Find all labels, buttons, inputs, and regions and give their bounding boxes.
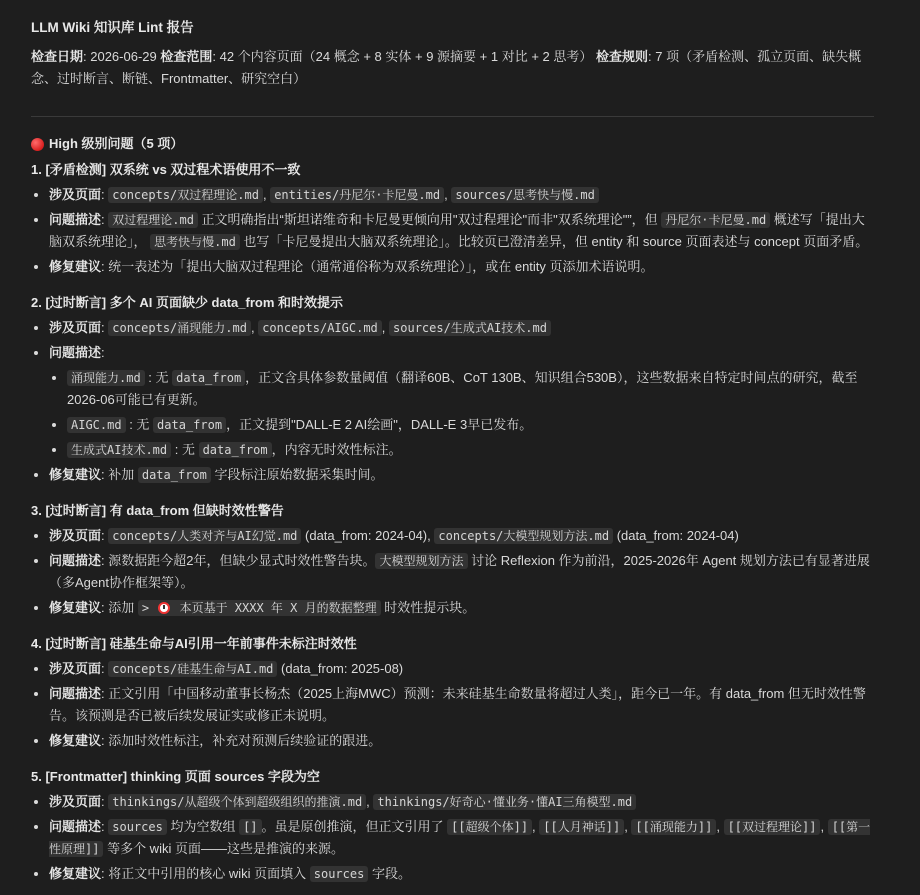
page-ref: 思考快与慢.md xyxy=(150,234,240,250)
field-ref: sources xyxy=(108,819,167,835)
wiki-link: [[涌现能力]] xyxy=(631,819,716,835)
desc-text: : 无 xyxy=(144,370,173,385)
desc-text: 等多个 wiki 页面——这些是推演的来源。 xyxy=(103,841,344,856)
page-ref: sources/生成式AI技术.md xyxy=(389,320,551,336)
field-label: 涉及页面 xyxy=(49,794,102,809)
page-ref: concepts/双过程理论.md xyxy=(108,187,263,203)
desc-text: (data_from: 2024-04) xyxy=(613,528,739,543)
field-ref: [] xyxy=(239,819,261,835)
field-label: 涉及页面 xyxy=(49,187,102,202)
field-ref: data_from xyxy=(138,467,211,483)
field-label: 修复建议 xyxy=(49,259,102,274)
scope-value: : 42 个内容页面（24 概念 + 8 实体 + 9 源摘要 + 1 对比 + 2 思考） xyxy=(212,49,596,64)
field-label: 涉及页面 xyxy=(49,661,102,676)
wiki-link: [[第一性原理]] xyxy=(49,820,871,856)
list-item xyxy=(49,597,874,619)
page-ref: sources/思考快与慢.md xyxy=(451,187,598,203)
desc-text: : 正文引用「中国移动董事长杨杰（2025上海MWC）预测：未来硅基生命数量将超过人类」，距今已一年。有 data_from 但无时效性警告。该预测是否已被后续发展证实或修正未说明。 xyxy=(49,686,866,723)
page-ref: concepts/大模型规划方法.md xyxy=(434,528,613,544)
date-label: 检查日期 xyxy=(31,49,84,64)
desc-text: ，正文含具体参数量阈值（翻译60B、CoT 130B、知识组合530B），这些数据来自特定时间点的研究，截至2026-06可能已有更新。 xyxy=(67,370,858,407)
desc-text: : 源数据距今超2年，但缺少显式时效性警告块。 xyxy=(101,553,376,568)
field-label: 问题描述 xyxy=(49,553,102,568)
rules-value: : 7 项（矛盾检测、孤立页面、缺失概念、过时断言、断链、Frontmatter、研究空白） xyxy=(31,49,862,86)
page-ref: concepts/涌现能力.md xyxy=(108,320,251,336)
page-ref: entities/丹尼尔·卡尼曼.md xyxy=(270,187,444,203)
field-label: 修复建议 xyxy=(49,733,102,748)
field-label: 修复建议 xyxy=(49,866,102,881)
issue-details xyxy=(31,184,874,278)
field-label: 问题描述 xyxy=(49,212,102,227)
fix-text: : 统一表述为「提出大脑双过程理论（通常通俗称为双系统理论）」，或在 entity 页添加术语说明。 xyxy=(101,259,654,274)
fix-text: 字段标注原始数据采集时间。 xyxy=(210,467,384,482)
page-title: LLM Wiki 知识库 Lint 报告 xyxy=(31,20,194,35)
date-value: : 2026-06-29 xyxy=(83,49,161,64)
list-item: • 问题描述: • 涌现能力.md : 无 data_from ，正文含具体参数量阈值（翻译60B、CoT 130B、知识组合530B），这些数据来自特定时间点的研究，截至2026-06可能已有更新。 • AIGC.md : 无 data_from ，正文提到"DALL-E 2 AI绘画"，DALL-E 3早已发布。 • 生成式AI技术.md : 无 data_from ，内容无时效性标注。 xyxy=(49,342,874,461)
desc-text: 讨论 Reflexion 作为前沿，2025-2026年 Agent 规划方法已有显著进展（多Agent协作框架等）。 xyxy=(49,553,870,590)
issue-title: 1. [矛盾检测] 双系统 vs 双过程术语使用不一致 xyxy=(31,162,301,177)
page-ref: 涌现能力.md xyxy=(67,370,145,386)
section-heading xyxy=(31,133,874,155)
fix-text: : 将正文中引用的核心 wiki 页面填入 xyxy=(101,866,310,881)
list-item: • 涉及页面: thinkings/从超级个体到超级组织的推演.md , thinkings/好奇心·懂业务·懂AI三角模型.md xyxy=(49,791,874,813)
list-item: • 涉及页面: concepts/硅基生命与AI.md (data_from: 2025-08) xyxy=(49,658,874,680)
page-ref: concepts/硅基生命与AI.md xyxy=(108,661,277,677)
desc-text: 正文明确指出“斯坦诺维奇和卡尼曼更倾向用"双过程理论"而非"双系统理论"”，但 xyxy=(197,212,662,227)
page-ref: thinkings/从超级个体到超级组织的推演.md xyxy=(108,794,366,810)
fix-text: : 补加 xyxy=(101,467,138,482)
list-item xyxy=(67,439,874,461)
list-item: • 涉及页面: concepts/涌现能力.md , concepts/AIGC.md , sources/生成式AI技术.md xyxy=(49,317,874,339)
page-ref: AIGC.md xyxy=(67,417,126,433)
list-item: • 涉及页面: concepts/人类对齐与AI幻觉.md (data_from: 2024-04), concepts/大模型规划方法.md (data_from: 2024-04) xyxy=(49,525,874,547)
desc-text: 均为空数组 xyxy=(166,819,240,834)
section-title: High 级别问题（5 项） xyxy=(49,136,184,151)
list-item: • 涉及页面: concepts/双过程理论.md , entities/丹尼尔·卡尼曼.md , sources/思考快与慢.md xyxy=(49,184,874,206)
desc-text: 概述写「提出大脑双系统理论」， xyxy=(49,212,865,249)
list-item xyxy=(49,550,874,594)
desc-text: ，内容无时效性标注。 xyxy=(271,442,402,457)
list-item xyxy=(49,683,874,727)
issue-title: 4. [过时断言] 硅基生命与AI引用一年前事件未标注时效性 xyxy=(31,636,357,651)
page-ref: 丹尼尔·卡尼曼.md xyxy=(661,212,770,228)
list-item: • 问题描述: sources 均为空数组 [] 。虽是原创推演，但正文引用了 [[超级个体]] , [[人月神话]] , [[涌现能力]] , [[双过程理论]] , [[第一性原理]] 等多个 wiki 页面——这些是推演的来源。 xyxy=(49,816,874,860)
field-label: 问题描述 xyxy=(49,819,102,834)
callout-code xyxy=(138,600,381,616)
fix-text: : 添加 xyxy=(101,600,138,615)
issue-details xyxy=(31,658,874,752)
issue-title: 5. [Frontmatter] thinking 页面 sources 字段为空 xyxy=(31,769,320,784)
list-item xyxy=(67,414,874,436)
issue-details xyxy=(31,525,874,619)
desc-text: (data_from: 2025-08) xyxy=(277,661,404,676)
field-label: 修复建议 xyxy=(49,600,102,615)
page-ref: 大模型规划方法 xyxy=(375,553,467,569)
field-ref: data_from xyxy=(172,370,245,386)
list-item xyxy=(49,863,874,885)
wiki-link: [[超级个体]] xyxy=(447,819,532,835)
page-ref: 双过程理论.md xyxy=(108,212,198,228)
desc-text: (data_from: 2024-04), xyxy=(301,528,435,543)
desc-text: : 无 xyxy=(125,417,154,432)
issue-details xyxy=(31,317,874,486)
issue-title: 2. [过时断言] 多个 AI 页面缺少 data_from 和时效提示 xyxy=(31,295,344,310)
list-item xyxy=(49,464,874,486)
list-item: • 问题描述: 双过程理论.md 正文明确指出“斯坦诺维奇和卡尼曼更倾向用"双过程理论"而非"双系统理论"”，但 丹尼尔·卡尼曼.md 概述写「提出大脑双系统理论」， 思考快与慢.md 也写「卡尼曼提出大脑双系统理论」。比较页已澄清差异，但 entity 和 source 页面表述与 concept 页面矛盾。 xyxy=(49,209,874,253)
issue-details xyxy=(31,791,874,885)
page-ref: thinkings/好奇心·懂业务·懂AI三角模型.md xyxy=(373,794,636,810)
desc-text: ，正文提到"DALL-E 2 AI绘画"，DALL-E 3早已发布。 xyxy=(226,417,533,432)
field-ref: data_from xyxy=(153,417,226,433)
rules-label: 检查规则 xyxy=(595,49,648,64)
fix-text: 时效性提示块。 xyxy=(380,600,476,615)
list-item xyxy=(67,367,874,411)
field-ref: sources xyxy=(310,866,369,882)
desc-text: 。虽是原创推演，但正文引用了 xyxy=(261,819,448,834)
field-label: 涉及页面 xyxy=(49,528,102,543)
report-meta xyxy=(31,46,874,90)
list-item xyxy=(49,730,874,752)
field-label: 涉及页面 xyxy=(49,320,102,335)
desc-text: 也写「卡尼曼提出大脑双系统理论」。比较页已澄清差异，但 entity 和 source 页面表述与 concept 页面矛盾。 xyxy=(239,234,869,249)
field-label: 修复建议 xyxy=(49,467,102,482)
list-item xyxy=(49,256,874,278)
callout-text: 本页基于 XXXX 年 X 月的数据整理 xyxy=(179,601,377,615)
scope-label: 检查范围 xyxy=(160,49,213,64)
alarm-clock-icon xyxy=(158,602,170,614)
field-label: 问题描述 xyxy=(49,686,102,701)
desc-text: : 无 xyxy=(171,442,199,457)
issue-title: 3. [过时断言] 有 data_from 但缺时效性警告 xyxy=(31,503,284,518)
sub-list xyxy=(49,367,874,461)
fix-text: 字段。 xyxy=(368,866,411,881)
wiki-link: [[人月神话]] xyxy=(539,819,624,835)
quote-marker: > xyxy=(141,601,150,615)
wiki-link: [[双过程理论]] xyxy=(724,819,821,835)
page-ref: concepts/AIGC.md xyxy=(258,320,382,336)
red-circle-icon xyxy=(31,138,44,151)
field-ref: data_from xyxy=(199,442,272,458)
page-ref: 生成式AI技术.md xyxy=(67,442,171,458)
divider xyxy=(31,116,874,117)
page-ref: concepts/人类对齐与AI幻觉.md xyxy=(108,528,301,544)
field-label: 问题描述 xyxy=(49,345,102,360)
fix-text: : 添加时效性标注，补充对预测后续验证的跟进。 xyxy=(101,733,382,748)
